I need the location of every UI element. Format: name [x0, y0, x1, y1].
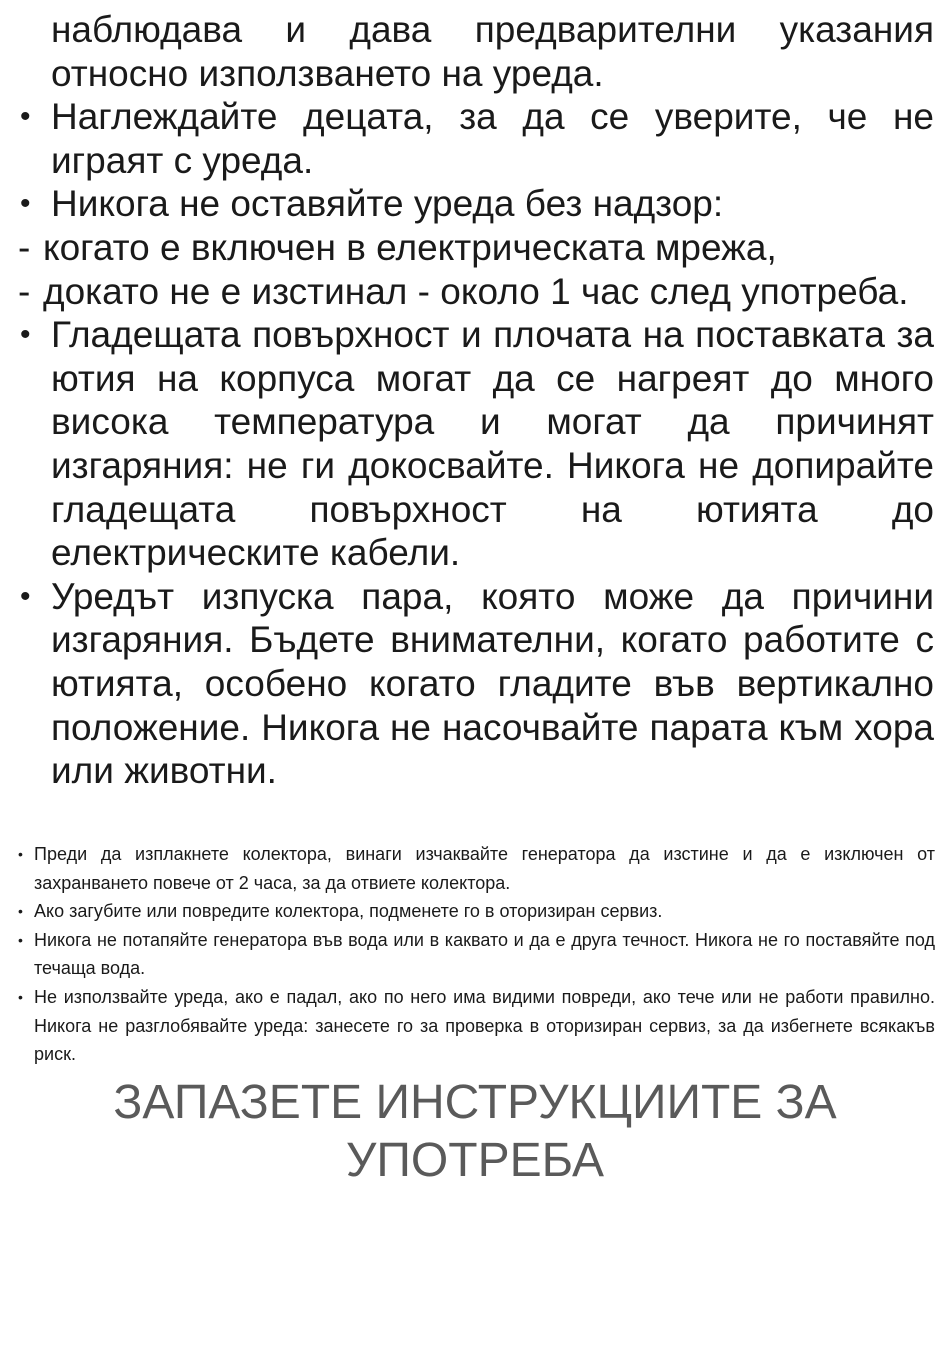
continuation-text: наблюдава и дава предварителни указания относно използването на уреда. — [51, 9, 934, 94]
bullet-text: Никога не оставяйте уреда без надзор: — [51, 183, 724, 225]
heading-line-1: ЗАПАЗЕТЕ ИНСТРУКЦИИТЕ ЗА — [113, 1076, 837, 1129]
dash-marker: - — [18, 270, 31, 312]
bullet-item-supervision — [18, 182, 934, 226]
dash-item-plugged-in — [18, 226, 934, 270]
bullet-marker: • — [18, 931, 23, 948]
small-item-text: Никога не потапяйте генератора във вода или в каквато и да е друга течност. Никога не го поставяйте под течаща вода. — [34, 929, 935, 979]
small-item-no-immersion — [18, 926, 935, 983]
bullet-marker: • — [20, 318, 31, 352]
heading-line-2: УПОТРЕБА — [345, 1134, 605, 1187]
small-item-rinse-collector — [18, 840, 935, 897]
small-item-lost-collector — [18, 897, 935, 926]
continuation-paragraph — [18, 8, 934, 95]
small-item-text: Ако загубите или повредите колектора, подменете го в оторизиран сервиз. — [34, 901, 663, 922]
small-item-text: Не използвайте уреда, ако е падал, ако по него има видими повреди, ако тече или не работи правилно. Никога не разглобявайте уреда: занесете го за проверка в оторизиран сервиз, за да избегнете всякакъв риск. — [34, 986, 935, 1065]
bullet-marker: • — [18, 988, 23, 1005]
bullet-text: Уредът изпуска пара, която може да причини изгаряния. Бъдете внимателни, когато работите с ютията, особено когато гладите във вертикално положение. Никога не насочвайте парата към хора или животни. — [51, 575, 934, 792]
safety-instructions-small — [18, 840, 935, 1069]
bullet-item-steam — [18, 575, 934, 793]
bullet-item-children — [18, 95, 934, 182]
dash-text: когато е включен в електрическата мрежа, — [43, 226, 777, 268]
dash-item-cooling — [18, 270, 934, 314]
dash-marker: - — [18, 226, 31, 268]
bullet-marker: • — [20, 187, 31, 221]
bullet-text: Наглеждайте децата, за да се уверите, че не играят с уреда. — [51, 96, 934, 181]
bullet-marker: • — [18, 846, 23, 862]
bullet-text: Гладещата повърхност и плочата на поставката за ютия на корпуса могат да се нагреят до много висока температура и могат да причинят изгаряния: не ги докосвайте. Никога не допирайте гладещата повърхност на ютията до електрическите кабели. — [51, 314, 934, 574]
bullet-marker: • — [20, 100, 31, 134]
bullet-item-hot-surface — [18, 313, 934, 575]
small-item-text: Преди да изплакнете колектора, винаги изчаквайте генератора да изстине и да е изключен от захранването повече от 2 часа, за да отвиете колектора. — [34, 844, 935, 893]
bullet-marker: • — [20, 579, 31, 613]
dash-text: докато не е изстинал - около 1 час след употреба. — [43, 270, 909, 312]
bullet-marker: • — [18, 903, 23, 920]
safety-instructions-large — [18, 8, 934, 793]
save-instructions-heading — [0, 1074, 950, 1190]
small-item-damaged-device — [18, 983, 935, 1069]
